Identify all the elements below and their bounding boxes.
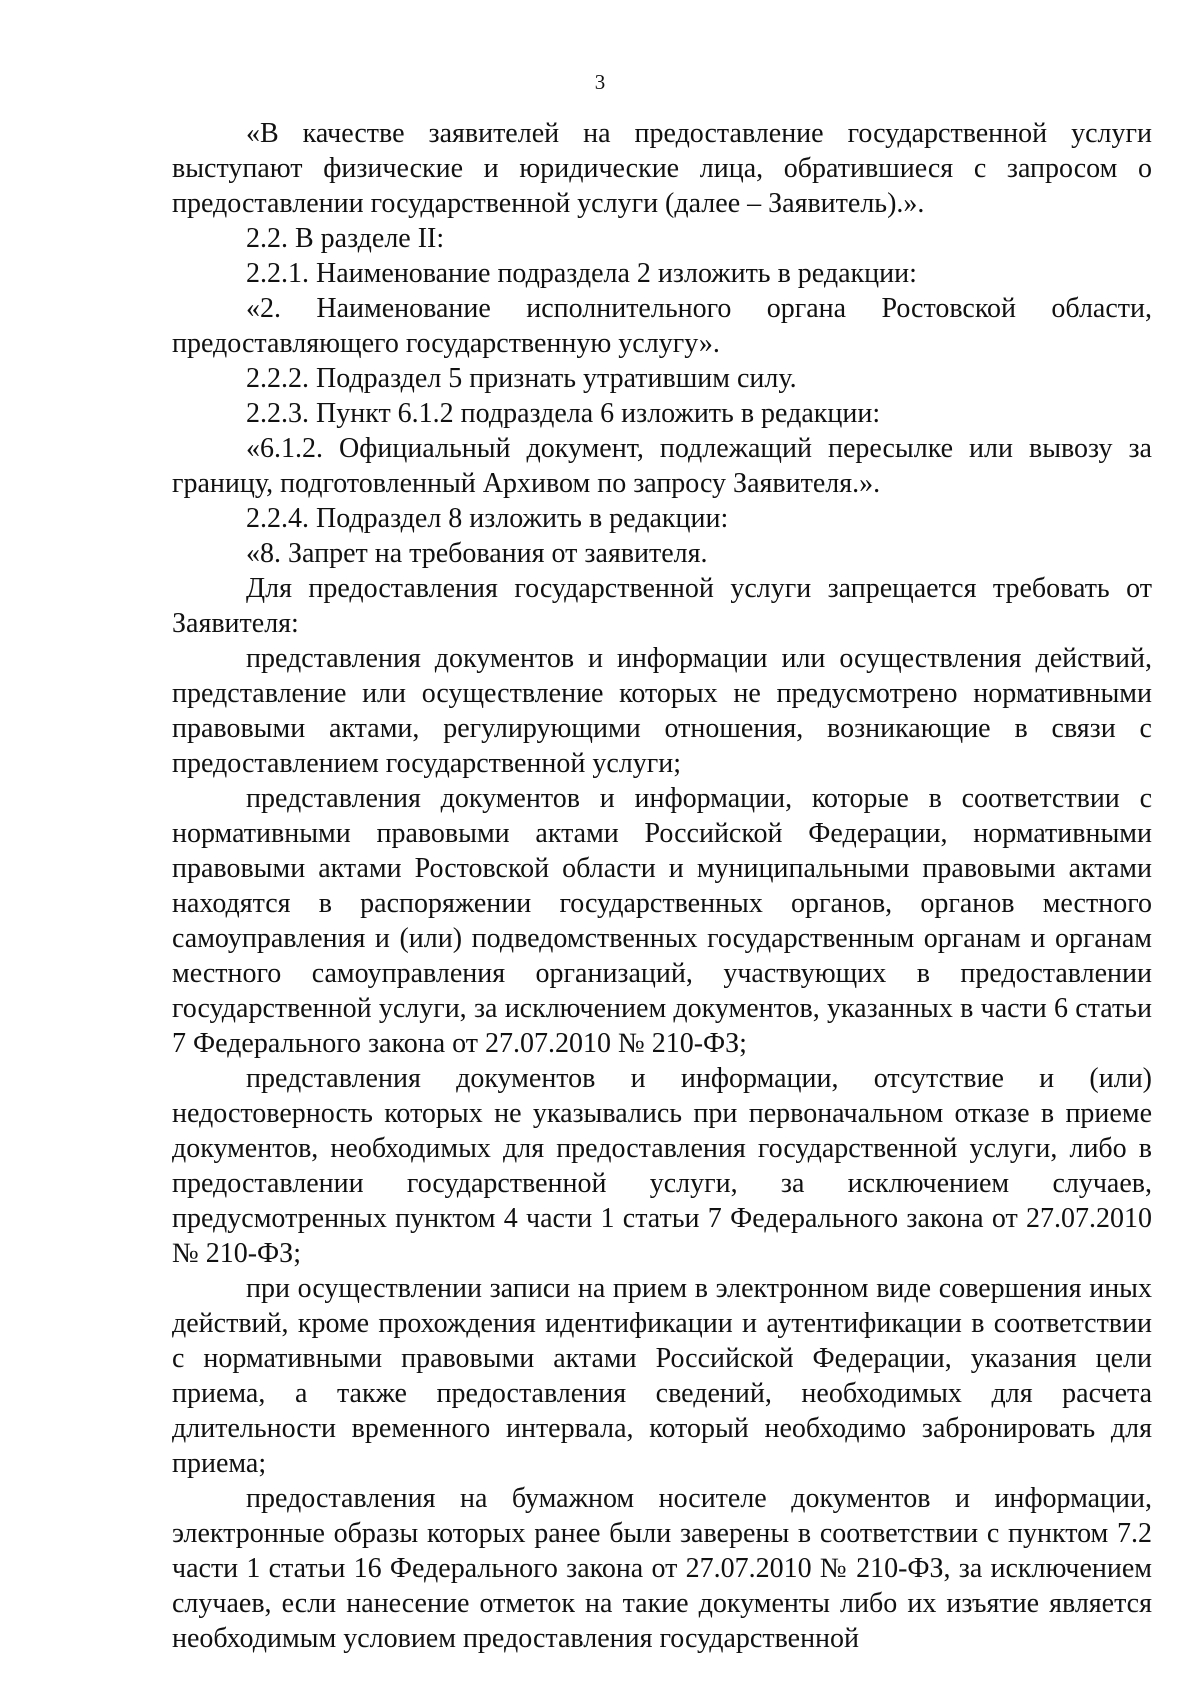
paragraph-prohibited-electronic-appointment: при осуществлении записи на прием в электронном виде совершения иных действий, кроме прохождения идентификации и аутентификации в соответствии с нормативными правовыми актами Российской Федерации, указания цели приема, а также предоставления сведений, необходимых для расчета длительности временного интервала, который необходимо забронировать для приема; bbox=[172, 1273, 1152, 1479]
paragraph-section-2-2-2: 2.2.2. Подраздел 5 признать утратившим силу. bbox=[246, 363, 797, 394]
paragraph-prohibited-paper-documents: предоставления на бумажном носителе документов и информации, электронные образы которых ранее были заверены в соответствии с пунктом 7.2 части 1 статьи 16 Федерального закона от 27.07.2010 № 210-ФЗ, за исключением случаев, если нанесение отметок на такие документы либо их изъятие является необходимым условием предоставления государственной bbox=[172, 1483, 1152, 1654]
paragraph-prohibited-documents: представления документов и информации, которые в соответствии с нормативными правовыми актами Российской Федерации, нормативными правовыми актами Ростовской области и муниципальными правовыми актами находятся в распоряжении государственных органов, органов местного самоуправления и (или) подведомственных государственным органам и органам местного самоуправления организаций, участвующих в предоставлении государственной услуги, за исключением документов, указанных в части 6 статьи 7 Федерального закона от 27.07.2010 № 210-ФЗ; bbox=[172, 783, 1152, 1059]
paragraph-subsection-2-title: «2. Наименование исполнительного органа Ростовской области, предоставляющего государственную услугу». bbox=[172, 293, 1152, 359]
document-body bbox=[172, 116, 1152, 1656]
paragraph-section-2-2-1: 2.2.1. Наименование подраздела 2 изложить в редакции: bbox=[246, 258, 917, 289]
paragraph-subsection-8-title: «8. Запрет на требования от заявителя. bbox=[246, 538, 708, 569]
paragraph-applicants: «В качестве заявителей на предоставление государственной услуги выступают физические и юридические лица, обратившиеся с запросом о предоставлении государственной услуги (далее – Заявитель).». bbox=[172, 118, 1152, 219]
paragraph-section-2-2-4: 2.2.4. Подраздел 8 изложить в редакции: bbox=[246, 503, 729, 534]
page-number: 3 bbox=[594, 70, 606, 94]
paragraph-prohibited-requirements-intro: Для предоставления государственной услуги запрещается требовать от Заявителя: bbox=[172, 573, 1152, 639]
paragraph-prohibited-missing-documents: представления документов и информации, отсутствие и (или) недостоверность которых не указывались при первоначальном отказе в приеме документов, необходимых для предоставления государственной услуги, либо в предоставлении государственной услуги, за исключением случаев, предусмотренных пунктом 4 части 1 статьи 7 Федерального закона от 27.07.2010 № 210-ФЗ; bbox=[172, 1063, 1152, 1269]
paragraph-point-6-1-2: «6.1.2. Официальный документ, подлежащий пересылке или вывозу за границу, подготовленный Архивом по запросу Заявителя.». bbox=[172, 433, 1152, 499]
paragraph-prohibited-actions: представления документов и информации или осуществления действий, представление или осуществление которых не предусмотрено нормативными правовыми актами, регулирующими отношения, возникающие в связи с предоставлением государственной услуги; bbox=[172, 643, 1152, 779]
paragraph-section-2-2-3: 2.2.3. Пункт 6.1.2 подраздела 6 изложить в редакции: bbox=[246, 398, 881, 429]
paragraph-section-2-2: 2.2. В разделе II: bbox=[246, 223, 445, 254]
